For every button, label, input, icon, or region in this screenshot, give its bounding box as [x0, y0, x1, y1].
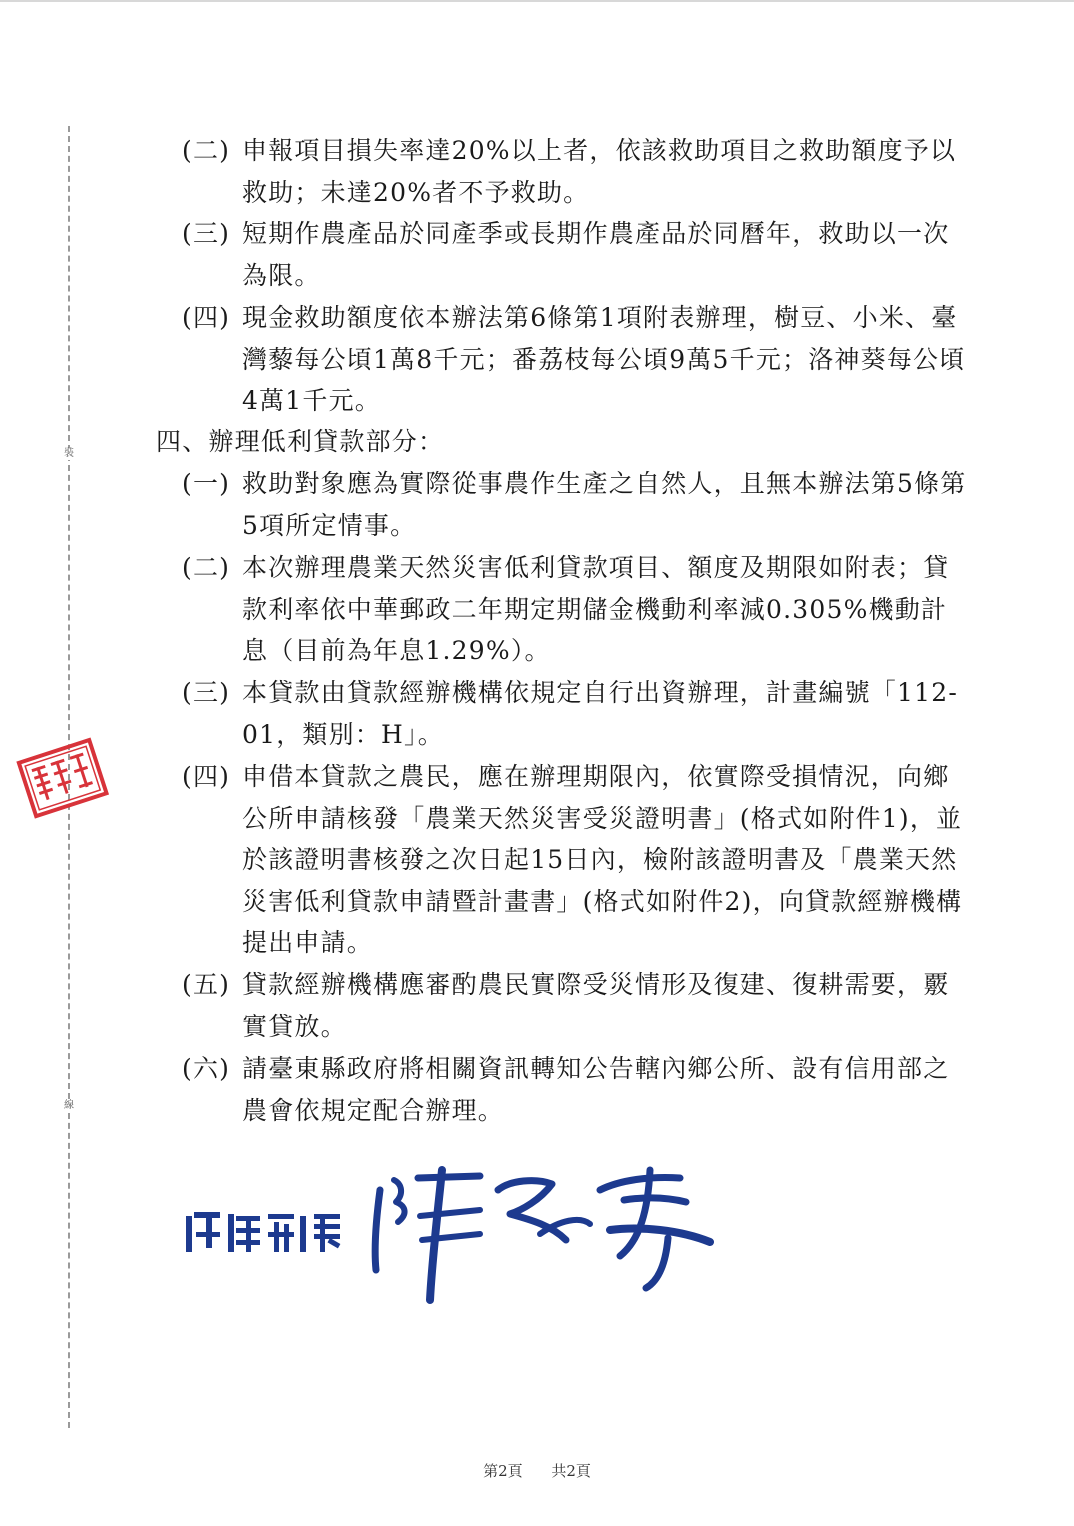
item-number: (五) [182, 970, 231, 999]
item-number: (六) [182, 1054, 231, 1083]
loan-item-1 [182, 463, 972, 546]
item-text: 本貸款由貸款經辦機構依規定自行出資辦理，計畫編號「112-01，類別：H」。 [242, 678, 958, 749]
item-text: 貸款經辦機構應審酌農民實際受災情形及復建、復耕需要，覈實貸放。 [242, 970, 950, 1041]
loan-item-2 [182, 547, 972, 672]
item-number: (四) [182, 303, 231, 332]
loan-item-5 [182, 964, 972, 1047]
item-text: 申報項目損失率達20%以上者，依該救助項目之救助額度予以救助；未達20%者不予救助。 [242, 136, 957, 207]
item-number: (二) [182, 553, 231, 582]
loan-item-3 [182, 672, 972, 755]
page-footer [0, 1460, 1074, 1481]
seal-stamp [13, 733, 113, 825]
loan-item-6 [182, 1048, 972, 1131]
item-number: (二) [182, 136, 231, 165]
item-number: (四) [182, 762, 231, 791]
section-heading: 四、辦理低利貸款部分： [156, 427, 445, 456]
item-text: 救助對象應為實際從事農作生產之自然人，且無本辦法第5條第5項所定情事。 [242, 469, 967, 540]
relief-item-2 [182, 130, 972, 213]
item-text: 現金救助額度依本辦法第6條第1項附表辦理，樹豆、小米、臺灣藜每公頃1萬8千元；番荔枝每公頃9萬5千元；洛神葵每公頃4萬1千元。 [242, 303, 966, 415]
item-text: 本次辦理農業天然災害低利貸款項目、額度及期限如附表；貸款利率依中華郵政二年期定期儲金機動利率減0.305%機動計息（目前為年息1.29%）。 [242, 553, 950, 665]
page-total: 共2頁 [551, 1462, 591, 1480]
item-text: 申借本貸款之農民，應在辦理期限內，依實際受損情況，向鄉公所申請核發「農業天然災害受災證明書」(格式如附件1)，並於該證明書核發之次日起15日內，檢附該證明書及「農業天然災害低利貸款申請暨計畫書」(格式如附件2)，向貸款經辦機構提出申請。 [242, 762, 963, 957]
relief-item-4 [182, 297, 972, 422]
top-border [0, 0, 1074, 2]
item-text: 短期作農產品於同產季或長期作農產品於同曆年，救助以一次為限。 [242, 219, 950, 290]
loan-item-4 [182, 756, 972, 964]
signature-block [180, 1150, 720, 1310]
binding-mark-bottom: 線 [61, 1100, 77, 1112]
item-number: (三) [182, 219, 231, 248]
binding-mark-top: 裝 [61, 448, 77, 460]
item-number: (一) [182, 469, 231, 498]
item-text: 請臺東縣政府將相關資訊轉知公告轄內鄉公所、設有信用部之農會依規定配合辦理。 [242, 1054, 950, 1125]
relief-item-3 [182, 213, 972, 296]
signature-image [180, 1150, 720, 1310]
item-number: (三) [182, 678, 231, 707]
page-number: 第2頁 [483, 1462, 523, 1480]
